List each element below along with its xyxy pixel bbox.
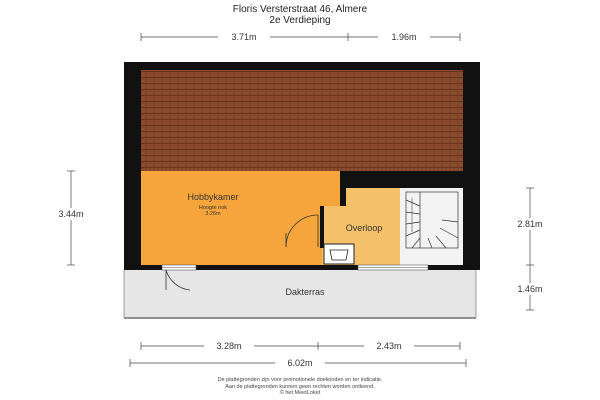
dim-bottom-left: 3.28m xyxy=(216,341,242,351)
room-height-label: Hoogte nok xyxy=(198,205,228,211)
address-title: Floris Versterstraat 46, Almere xyxy=(232,4,368,15)
dim-left: 3.44m xyxy=(58,209,84,219)
room-label-hobbykamer: Hobbykamer xyxy=(187,192,239,202)
dimension-left xyxy=(52,171,92,265)
disclaimer-line-1: De plattegronden zijn voor promotionele doeleinden en ter indicatie. xyxy=(217,377,383,383)
dim-right-upper: 2.81m xyxy=(517,219,543,229)
dim-right-lower: 1.46m xyxy=(517,284,543,294)
stair-area xyxy=(400,188,463,265)
disclaimer xyxy=(0,377,600,397)
floor-title: 2e Verdieping xyxy=(269,15,331,26)
dim-top-left: 3.71m xyxy=(231,32,257,42)
door-frame xyxy=(320,206,324,248)
room-label-overloop: Overloop xyxy=(345,223,383,233)
disclaimer-line-3: © het MeetLoket xyxy=(279,390,321,396)
dim-top-right: 1.96m xyxy=(391,32,417,42)
inner-wall-top xyxy=(346,182,463,188)
dimension-top xyxy=(141,31,460,43)
cabinet-fixture xyxy=(324,244,354,264)
roof-tiles xyxy=(141,70,463,171)
dimension-right xyxy=(511,188,551,310)
dim-bottom-total: 6.02m xyxy=(287,358,313,368)
room-height-value: 3.26m xyxy=(205,211,221,217)
room-label-dakterras: Dakterras xyxy=(285,287,325,297)
dimension-bottom xyxy=(130,340,466,369)
dim-bottom-right: 2.43m xyxy=(376,341,402,351)
disclaimer-line-2: Aan de plattegronden kunnen geen rechten worden ontleend. xyxy=(225,383,375,390)
hobbykamer-floor xyxy=(141,171,340,265)
